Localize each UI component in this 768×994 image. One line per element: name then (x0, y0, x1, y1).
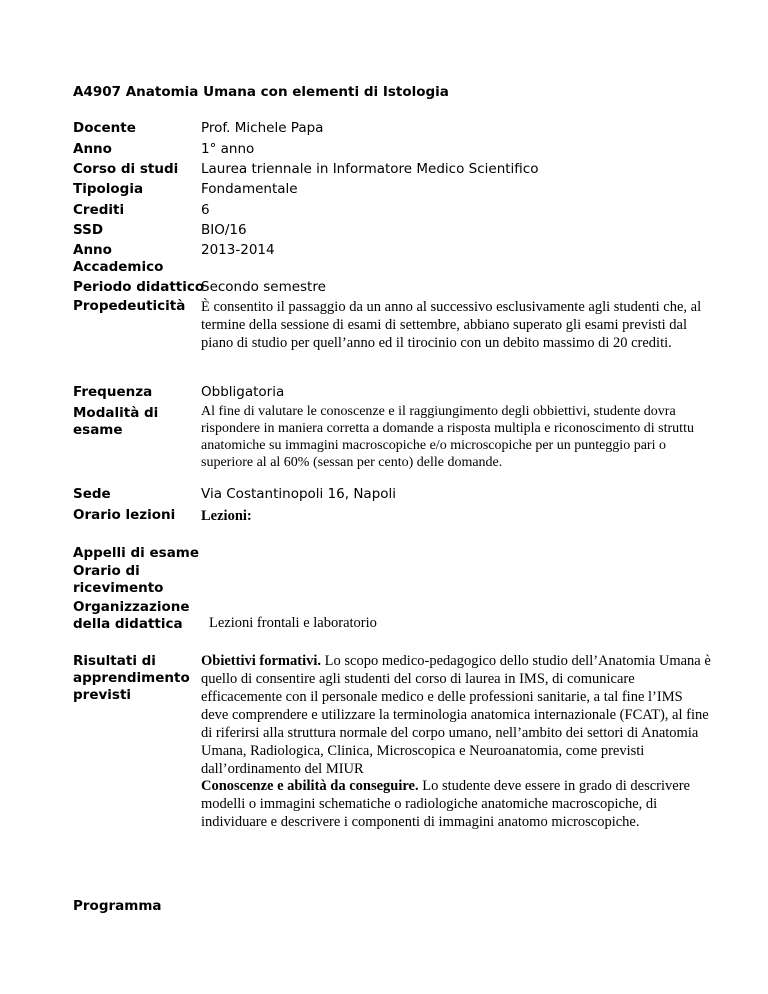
label-frequenza: Frequenza (73, 384, 153, 400)
value-tipologia: Fondamentale (201, 181, 298, 197)
value-anno-accademico: 2013-2014 (201, 242, 275, 258)
label-ssd: SSD (73, 222, 104, 238)
label-anno: Anno (73, 141, 112, 157)
label-organizzazione-1: Organizzazione (73, 599, 190, 615)
obiettivi-formativi-heading: Obiettivi formativi. (201, 653, 322, 669)
value-modalita: Al fine di valutare le conoscenze e il raggiungimento degli obbiettivi, studente dovra rispondere in maniera corretta a domande a risposta multipla e riconoscimento di struttu anatomiche su immagini macroscopiche e/o microscopiche per un punteggio pari o superiore al al 60% (sessan per cento) delle domande. (201, 404, 694, 470)
value-sede: Via Costantinopoli 16, Napoli (201, 486, 397, 502)
value-propedeuticita: È consentito il passaggio da un anno al successivo esclusivamente agli studenti che, al termine della sessione di esami di settembre, abbiano superato gli esami previsti dal piano di studio per quell’anno ed il tirocinio con un debito massimo di 20 crediti. (201, 299, 702, 351)
label-docente: Docente (73, 120, 136, 136)
label-programma: Programma (73, 898, 162, 914)
label-ricevimento-2: ricevimento (73, 580, 164, 596)
obiettivi-formativi-paragraph (201, 652, 713, 778)
label-appelli: Appelli di esame (73, 545, 200, 561)
value-periodo: Secondo semestre (201, 279, 326, 295)
label-propedeuticita: Propedeuticità (73, 298, 186, 314)
label-orario-lezioni: Orario lezioni (73, 507, 176, 523)
value-organizzazione: Lezioni frontali e laboratorio (209, 615, 377, 631)
value-orario-lezioni: Lezioni: (201, 508, 252, 524)
value-docente: Prof. Michele Papa (201, 120, 324, 136)
conoscenze-paragraph (201, 777, 713, 831)
label-corso: Corso di studi (73, 161, 179, 177)
label-organizzazione-2: della didattica (73, 616, 183, 632)
label-tipologia: Tipologia (73, 181, 144, 197)
label-sede: Sede (73, 486, 111, 502)
value-corso: Laurea triennale in Informatore Medico Scientifico (201, 161, 539, 177)
label-anno-accademico-2: Accademico (73, 259, 164, 275)
value-ssd: BIO/16 (201, 222, 247, 238)
course-title: A4907 Anatomia Umana con elementi di Istologia (73, 84, 449, 100)
label-periodo: Periodo didattico (73, 279, 205, 295)
label-anno-accademico-1: Anno (73, 242, 112, 258)
value-anno: 1° anno (201, 141, 255, 157)
conoscenze-text: Lo studente deve essere in grado di descrivere modelli o immagini schematiche o radiologiche anatomiche macroscopiche, di individuare e descrivere i componenti di immagini anatomo microscopiche. (201, 778, 690, 830)
label-risultati-3: previsti (73, 687, 132, 703)
label-crediti: Crediti (73, 202, 125, 218)
label-modalita-1: Modalità di (73, 405, 159, 421)
conoscenze-heading: Conoscenze e abilità da conseguire. (201, 778, 419, 794)
value-crediti: 6 (201, 202, 210, 218)
label-risultati-2: apprendimento (73, 670, 190, 686)
label-ricevimento-1: Orario di (73, 563, 140, 579)
label-risultati-1: Risultati di (73, 653, 156, 669)
obiettivi-formativi-text: Lo scopo medico-pedagogico dello studio dell’Anatomia Umana è quello di consentire agli studenti del corso di laurea in IMS, di comunicare efficacemente con il personale medico e delle professioni sanitarie, a tal fine l’IMS deve comprendere e utilizzare la terminologia anatomica internazionale (FCAT), al fine di riferirsi alla struttura normale del corpo umano, nell’ambito dei settori di Anatomia Umana, Radiologica, Clinica, Microscopica e Neuroanatomia, come previsti dall’ordinamento del MIUR (201, 653, 711, 777)
value-frequenza: Obbligatoria (201, 384, 285, 400)
label-modalita-2: esame (73, 422, 123, 438)
